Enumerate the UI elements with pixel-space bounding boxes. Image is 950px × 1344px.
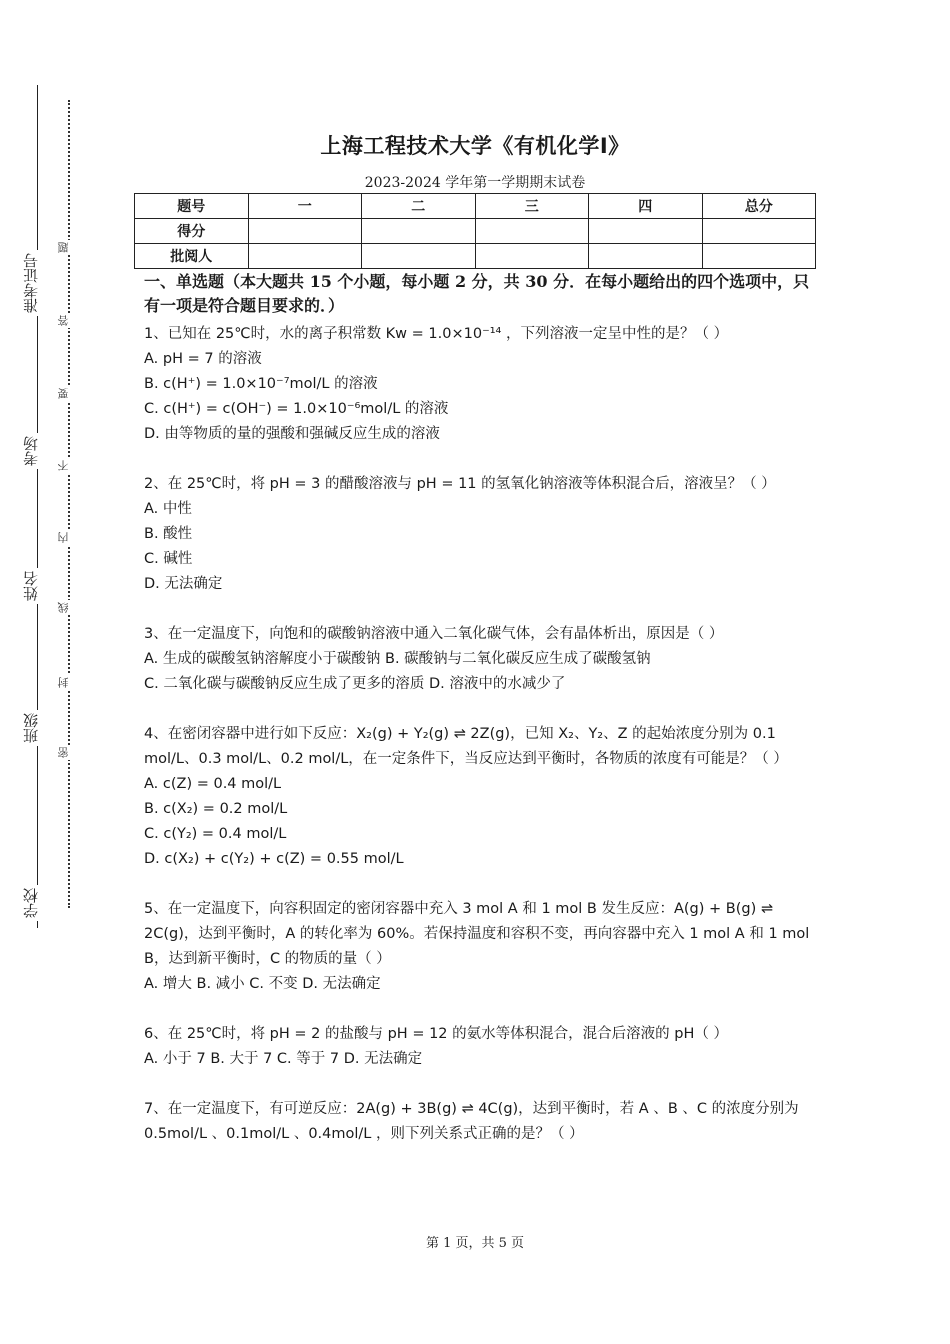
grader-cell[interactable]: [702, 244, 816, 269]
question-stem: 5、在一定温度下，向容积固定的密闭容器中充入 3 mol A 和 1 mol B 发生反应：A(g) + B(g) ⇌ 2C(g)，达到平衡时，A 的转化率为 60%。若保持温度和容积不变，再向容器中充入 1 mol A 和 1 mol B，达到新平衡时，C 的物质的量（ ）: [144, 901, 810, 967]
score-cell[interactable]: [475, 219, 589, 244]
question-stem: 7、在一定温度下，有可逆反应：2A(g) + 3B(g) ⇌ 4C(g)，达到平衡时，若 A 、B 、C 的浓度分别为 0.5mol/L 、0.1mol/L 、0.4mol/L ，则下列关系式正确的是？（ ）: [144, 1101, 799, 1142]
seal-warning-char: 线: [58, 600, 78, 615]
option-a: A. 中性: [144, 501, 192, 517]
option-line: A. 生成的碳酸氢钠溶解度小于碳酸钠 B. 碳酸钠与二氧化碳反应生成了碳酸氢钠: [144, 651, 651, 667]
option-c: C. c(Y₂) = 0.4 mol/L: [144, 826, 287, 842]
score-table: [134, 193, 816, 269]
score-table-header-cell: 一: [248, 194, 362, 219]
question-stem: 6、在 25℃时，将 pH = 2 的盐酸与 pH = 12 的氨水等体积混合，混合后溶液的 pH（ ）: [144, 1026, 728, 1042]
name-label: 姓名: [23, 568, 51, 604]
seal-warning-char: 题: [58, 240, 78, 255]
seal-warning-char: 不: [58, 458, 78, 473]
option-d: D. 由等物质的量的强酸和强碱反应生成的溶液: [144, 426, 440, 442]
option-b: B. c(H⁺) = 1.0×10⁻⁷mol/L 的溶液: [144, 376, 378, 392]
option-a: A. pH = 7 的溶液: [144, 351, 262, 367]
option-b: B. 酸性: [144, 526, 193, 542]
seal-warning-char: 内: [58, 530, 78, 545]
question-section: [144, 270, 816, 1172]
exam-number-label: 准考证号: [23, 250, 51, 316]
question-2: [144, 472, 816, 597]
option-d: D. 无法确定: [144, 576, 223, 592]
score-table-header-cell: 总分: [702, 194, 816, 219]
seal-line: [68, 100, 70, 908]
grader-cell[interactable]: [362, 244, 476, 269]
score-row-label: 得分: [135, 219, 249, 244]
page-footer: 第 1 页，共 5 页: [425, 1236, 525, 1251]
grader-row-label: 批阅人: [135, 244, 249, 269]
grader-cell[interactable]: [475, 244, 589, 269]
grader-row: [135, 244, 816, 269]
grader-cell[interactable]: [589, 244, 703, 269]
option-c: C. 碱性: [144, 551, 193, 567]
question-4: [144, 722, 816, 872]
seal-warning-char: 密: [58, 745, 78, 760]
score-cell[interactable]: [702, 219, 816, 244]
question-7: [144, 1097, 816, 1147]
score-cell[interactable]: [589, 219, 703, 244]
score-row: [135, 219, 816, 244]
option-a: A. c(Z) = 0.4 mol/L: [144, 776, 282, 792]
option-d: D. c(X₂) + c(Y₂) + c(Z) = 0.55 mol/L: [144, 851, 404, 867]
score-cell[interactable]: [248, 219, 362, 244]
seal-warning-char: 封: [58, 675, 78, 690]
question-stem: 4、在密闭容器中进行如下反应：X₂(g) + Y₂(g) ⇌ 2Z(g)，已知 X₂、Y₂、Z 的起始浓度分别为 0.1 mol/L、0.3 mol/L、0.2 mol/L，在一定条件下，当反应达到平衡时，各物质的浓度有可能是？（ ）: [144, 726, 788, 767]
score-table-header-row: [135, 194, 816, 219]
question-stem: 1、已知在 25℃时，水的离子积常数 Kw = 1.0×10⁻¹⁴ ，下列溶液一定呈中性的是？（ ）: [144, 326, 729, 342]
option-line: A. 小于 7 B. 大于 7 C. 等于 7 D. 无法确定: [144, 1051, 423, 1067]
seal-warning-char: 要: [58, 386, 78, 401]
score-table-header-cell: 二: [362, 194, 476, 219]
school-label: 学校: [23, 885, 51, 921]
score-cell[interactable]: [362, 219, 476, 244]
question-1: [144, 322, 816, 447]
question-6: [144, 1022, 816, 1072]
question-3: [144, 622, 816, 697]
option-b: B. c(X₂) = 0.2 mol/L: [144, 801, 288, 817]
score-table-header-cell: 题号: [135, 194, 249, 219]
exam-room-label: 考场: [23, 433, 51, 469]
exam-subtitle: 2023-2024 学年第一学期期末试卷: [364, 175, 586, 191]
question-stem: 3、在一定温度下，向饱和的碳酸钠溶液中通入二氧化碳气体，会有晶体析出，原因是（ ）: [144, 626, 724, 642]
grader-cell[interactable]: [248, 244, 362, 269]
class-label: 班级: [23, 710, 51, 746]
option-line: C. 二氧化碳与碳酸钠反应生成了更多的溶质 D. 溶液中的水减少了: [144, 676, 566, 692]
question-stem: 2、在 25℃时，将 pH = 3 的醋酸溶液与 pH = 11 的氢氧化钠溶液等体积混合后，溶液呈？（ ）: [144, 476, 776, 492]
seal-warning-char: 答: [58, 313, 78, 328]
question-5: [144, 897, 816, 997]
score-table-header-cell: 三: [475, 194, 589, 219]
option-c: C. c(H⁺) = c(OH⁻) = 1.0×10⁻⁶mol/L 的溶液: [144, 401, 449, 417]
exam-title: 上海工程技术大学《有机化学I》: [320, 134, 630, 158]
score-table-header-cell: 四: [589, 194, 703, 219]
binding-line: [37, 85, 38, 928]
option-line: A. 增大 B. 减小 C. 不变 D. 无法确定: [144, 976, 381, 992]
section-heading: 一、单选题（本大题共 15 个小题，每小题 2 分，共 30 分．在每小题给出的四个选项中，只有一项是符合题目要求的．）: [144, 272, 810, 315]
